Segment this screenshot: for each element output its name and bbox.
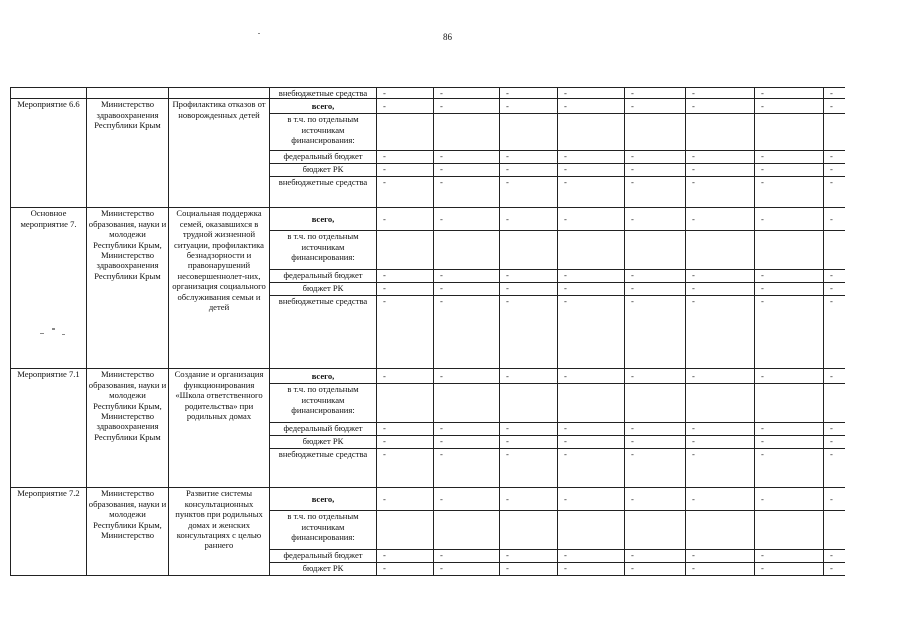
value-cell: - bbox=[755, 208, 824, 231]
value-cell: - bbox=[377, 488, 434, 511]
value-cell: - bbox=[625, 369, 686, 384]
value-cell: - bbox=[377, 369, 434, 384]
value-cell: - bbox=[434, 208, 500, 231]
value-cell: - bbox=[824, 563, 846, 576]
value-cell: - bbox=[824, 208, 846, 231]
value-cell: - bbox=[558, 369, 625, 384]
value-cell: - bbox=[500, 270, 558, 283]
value-cell bbox=[558, 511, 625, 550]
value-cell: - bbox=[686, 151, 755, 164]
value-cell: - bbox=[686, 488, 755, 511]
value-cell bbox=[686, 231, 755, 270]
cell-empty bbox=[87, 88, 169, 99]
value-cell: - bbox=[686, 296, 755, 369]
value-cell: - bbox=[434, 488, 500, 511]
value-cell: - bbox=[686, 208, 755, 231]
value-cell: - bbox=[500, 550, 558, 563]
table-row bbox=[11, 369, 846, 384]
value-cell bbox=[558, 384, 625, 423]
value-cell: - bbox=[824, 436, 846, 449]
source-label: федеральный бюджет bbox=[270, 270, 377, 283]
source-label: внебюджетные средства bbox=[270, 177, 377, 208]
value-cell bbox=[755, 231, 824, 270]
value-cell: - bbox=[625, 436, 686, 449]
source-label: федеральный бюджет bbox=[270, 151, 377, 164]
value-cell: - bbox=[377, 423, 434, 436]
value-cell bbox=[824, 114, 846, 151]
value-cell: - bbox=[500, 151, 558, 164]
value-cell: - bbox=[500, 164, 558, 177]
page-number: 86 bbox=[443, 32, 452, 42]
value-cell: - bbox=[755, 99, 824, 114]
value-cell: - bbox=[500, 99, 558, 114]
source-label: бюджет РК bbox=[270, 283, 377, 296]
value-cell: - bbox=[434, 449, 500, 488]
value-cell: - bbox=[434, 563, 500, 576]
value-cell: - bbox=[558, 423, 625, 436]
value-cell: - bbox=[377, 270, 434, 283]
value-cell bbox=[755, 384, 824, 423]
value-cell: - bbox=[824, 88, 846, 99]
value-cell: - bbox=[625, 270, 686, 283]
value-cell: - bbox=[686, 550, 755, 563]
value-cell: - bbox=[625, 88, 686, 99]
table-row bbox=[11, 88, 846, 99]
value-cell: - bbox=[558, 164, 625, 177]
source-label: всего, bbox=[270, 488, 377, 511]
source-label: внебюджетные средства bbox=[270, 88, 377, 99]
value-cell: - bbox=[377, 550, 434, 563]
value-cell bbox=[625, 511, 686, 550]
value-cell: - bbox=[824, 164, 846, 177]
value-cell: - bbox=[755, 283, 824, 296]
value-cell: - bbox=[377, 296, 434, 369]
value-cell: - bbox=[434, 151, 500, 164]
value-cell: - bbox=[625, 449, 686, 488]
value-cell: - bbox=[500, 283, 558, 296]
value-cell bbox=[824, 511, 846, 550]
value-cell: - bbox=[558, 550, 625, 563]
cell-empty bbox=[169, 88, 270, 99]
value-cell: - bbox=[558, 449, 625, 488]
value-cell: - bbox=[434, 164, 500, 177]
value-cell: - bbox=[500, 436, 558, 449]
value-cell: - bbox=[625, 177, 686, 208]
value-cell bbox=[377, 114, 434, 151]
value-cell: - bbox=[824, 423, 846, 436]
value-cell: - bbox=[500, 563, 558, 576]
value-cell: - bbox=[377, 164, 434, 177]
value-cell: - bbox=[755, 164, 824, 177]
value-cell: - bbox=[686, 270, 755, 283]
value-cell: - bbox=[558, 296, 625, 369]
value-cell: - bbox=[625, 99, 686, 114]
executor: Министерство здравоохранения Республики Крым bbox=[87, 99, 169, 208]
value-cell: - bbox=[500, 296, 558, 369]
value-cell: - bbox=[755, 449, 824, 488]
value-cell: - bbox=[824, 488, 846, 511]
value-cell: - bbox=[686, 88, 755, 99]
value-cell: - bbox=[686, 164, 755, 177]
value-cell: - bbox=[434, 296, 500, 369]
value-cell: - bbox=[824, 369, 846, 384]
value-cell: - bbox=[686, 449, 755, 488]
value-cell: - bbox=[434, 177, 500, 208]
value-cell: - bbox=[625, 208, 686, 231]
value-cell bbox=[434, 511, 500, 550]
value-cell bbox=[686, 114, 755, 151]
value-cell: - bbox=[377, 177, 434, 208]
value-cell bbox=[377, 511, 434, 550]
value-cell: - bbox=[755, 151, 824, 164]
measure-id: Мероприятие 7.1 bbox=[11, 369, 87, 488]
value-cell bbox=[686, 511, 755, 550]
source-label: в т.ч. по отдельным источникам финансирования: bbox=[270, 231, 377, 270]
value-cell bbox=[824, 231, 846, 270]
value-cell: - bbox=[500, 177, 558, 208]
measure-id: Мероприятие 6.6 bbox=[11, 99, 87, 208]
value-cell: - bbox=[558, 270, 625, 283]
value-cell: - bbox=[755, 296, 824, 369]
value-cell: - bbox=[558, 208, 625, 231]
value-cell: - bbox=[755, 436, 824, 449]
measure-name: Создание и организация функционирования «Школа ответственного родительства» при родильных домах bbox=[169, 369, 270, 488]
value-cell bbox=[558, 231, 625, 270]
value-cell: - bbox=[558, 99, 625, 114]
value-cell bbox=[558, 114, 625, 151]
value-cell: - bbox=[558, 436, 625, 449]
value-cell: - bbox=[625, 423, 686, 436]
value-cell: - bbox=[434, 550, 500, 563]
value-cell: - bbox=[434, 423, 500, 436]
value-cell bbox=[500, 231, 558, 270]
table-row bbox=[11, 208, 846, 231]
value-cell bbox=[434, 231, 500, 270]
value-cell: - bbox=[625, 488, 686, 511]
value-cell: - bbox=[755, 423, 824, 436]
source-label: в т.ч. по отдельным источникам финансирования: bbox=[270, 114, 377, 151]
value-cell: - bbox=[625, 550, 686, 563]
value-cell: - bbox=[755, 369, 824, 384]
value-cell: - bbox=[377, 208, 434, 231]
value-cell: - bbox=[434, 88, 500, 99]
value-cell: - bbox=[824, 99, 846, 114]
scan-speck bbox=[258, 33, 260, 34]
value-cell: - bbox=[625, 563, 686, 576]
source-label: бюджет РК bbox=[270, 164, 377, 177]
value-cell: - bbox=[558, 488, 625, 511]
value-cell: - bbox=[755, 270, 824, 283]
value-cell: - bbox=[377, 436, 434, 449]
source-label: в т.ч. по отдельным источникам финансирования: bbox=[270, 511, 377, 550]
source-label: бюджет РК bbox=[270, 436, 377, 449]
value-cell bbox=[625, 384, 686, 423]
source-label: всего, bbox=[270, 208, 377, 231]
source-label: внебюджетные средства bbox=[270, 449, 377, 488]
value-cell: - bbox=[500, 423, 558, 436]
source-label: бюджет РК bbox=[270, 563, 377, 576]
financing-table bbox=[10, 87, 845, 576]
value-cell: - bbox=[434, 369, 500, 384]
measure-name: Социальная поддержка семей, оказавшихся в трудной жизненной ситуации, профилактика безнадзорности и правонарушений несовершеннолет-них, организация социального обслуживания семьи и детей bbox=[169, 208, 270, 369]
value-cell: - bbox=[686, 369, 755, 384]
executor: Министерство образования, науки и молодежи Республики Крым, Министерство здравоохранения Республики Крым bbox=[87, 369, 169, 488]
source-label: внебюджетные средства bbox=[270, 296, 377, 369]
cell-empty bbox=[11, 88, 87, 99]
value-cell: - bbox=[377, 283, 434, 296]
value-cell: - bbox=[377, 99, 434, 114]
value-cell: - bbox=[558, 563, 625, 576]
value-cell: - bbox=[686, 177, 755, 208]
table-row bbox=[11, 488, 846, 511]
value-cell: - bbox=[755, 177, 824, 208]
value-cell: - bbox=[434, 270, 500, 283]
table-body bbox=[11, 88, 846, 576]
value-cell: - bbox=[434, 99, 500, 114]
value-cell bbox=[434, 384, 500, 423]
value-cell: - bbox=[824, 270, 846, 283]
value-cell: - bbox=[500, 208, 558, 231]
value-cell bbox=[755, 511, 824, 550]
value-cell: - bbox=[686, 436, 755, 449]
financing-table-wrapper bbox=[10, 87, 845, 640]
source-label: всего, bbox=[270, 369, 377, 384]
value-cell: - bbox=[500, 88, 558, 99]
value-cell bbox=[434, 114, 500, 151]
value-cell: - bbox=[625, 151, 686, 164]
source-label: федеральный бюджет bbox=[270, 423, 377, 436]
value-cell: - bbox=[625, 164, 686, 177]
value-cell: - bbox=[824, 449, 846, 488]
value-cell bbox=[625, 114, 686, 151]
measure-id: Основное мероприятие 7. bbox=[11, 208, 87, 369]
value-cell: - bbox=[625, 296, 686, 369]
executor: Министерство образования, науки и молодежи Республики Крым, Министерство bbox=[87, 488, 169, 576]
value-cell: - bbox=[755, 563, 824, 576]
value-cell: - bbox=[500, 369, 558, 384]
value-cell: - bbox=[558, 88, 625, 99]
value-cell: - bbox=[434, 283, 500, 296]
source-label: в т.ч. по отдельным источникам финансирования: bbox=[270, 384, 377, 423]
value-cell: - bbox=[377, 449, 434, 488]
value-cell bbox=[625, 231, 686, 270]
value-cell: - bbox=[824, 151, 846, 164]
value-cell: - bbox=[558, 177, 625, 208]
measure-name: Профилактика отказов от новорожденных детей bbox=[169, 99, 270, 208]
value-cell: - bbox=[558, 283, 625, 296]
value-cell bbox=[824, 384, 846, 423]
value-cell: - bbox=[377, 151, 434, 164]
value-cell: - bbox=[377, 563, 434, 576]
value-cell bbox=[377, 231, 434, 270]
value-cell: - bbox=[755, 88, 824, 99]
value-cell: - bbox=[625, 283, 686, 296]
measure-name: Развитие системы консультационных пунктов при родильных домах и женских консультациях с целью раннего bbox=[169, 488, 270, 576]
value-cell bbox=[500, 384, 558, 423]
value-cell: - bbox=[686, 283, 755, 296]
value-cell: - bbox=[824, 177, 846, 208]
value-cell: - bbox=[824, 296, 846, 369]
value-cell bbox=[686, 384, 755, 423]
source-label: федеральный бюджет bbox=[270, 550, 377, 563]
value-cell: - bbox=[824, 550, 846, 563]
value-cell bbox=[377, 384, 434, 423]
value-cell: - bbox=[558, 151, 625, 164]
value-cell: - bbox=[377, 88, 434, 99]
table-row bbox=[11, 99, 846, 114]
value-cell: - bbox=[500, 488, 558, 511]
value-cell: - bbox=[824, 283, 846, 296]
measure-id: Мероприятие 7.2 bbox=[11, 488, 87, 576]
value-cell: - bbox=[686, 423, 755, 436]
value-cell: - bbox=[500, 449, 558, 488]
value-cell: - bbox=[755, 550, 824, 563]
value-cell: - bbox=[686, 99, 755, 114]
value-cell bbox=[500, 511, 558, 550]
value-cell bbox=[755, 114, 824, 151]
source-label: всего, bbox=[270, 99, 377, 114]
value-cell bbox=[500, 114, 558, 151]
value-cell: - bbox=[434, 436, 500, 449]
value-cell: - bbox=[686, 563, 755, 576]
value-cell: - bbox=[755, 488, 824, 511]
executor: Министерство образования, науки и молодежи Республики Крым, Министерство здравоохранения Республики Крым bbox=[87, 208, 169, 369]
